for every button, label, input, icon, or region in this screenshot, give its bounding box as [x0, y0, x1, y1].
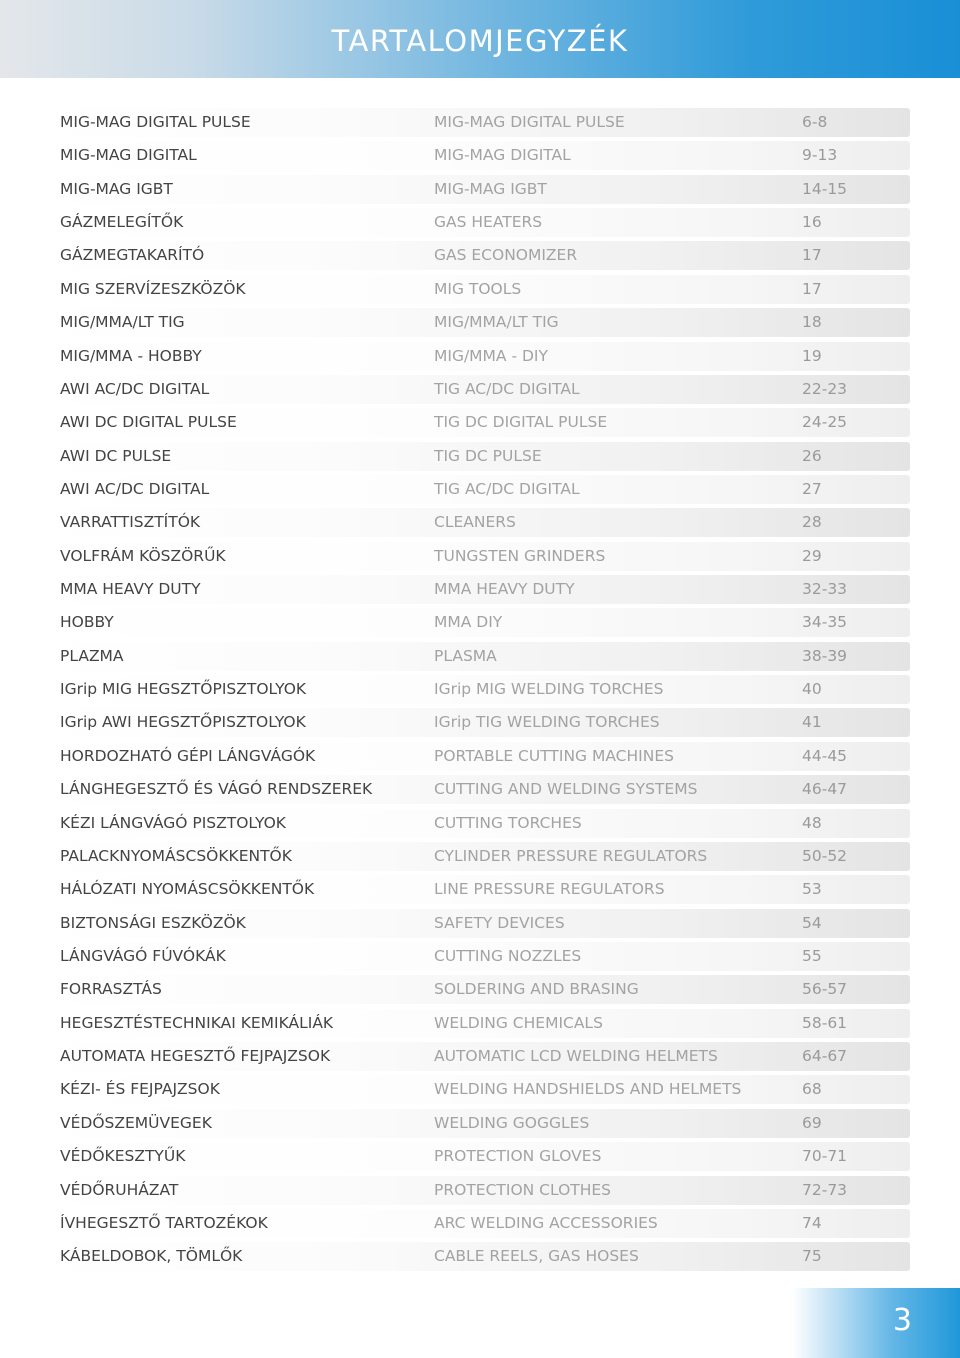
toc-title-english: CUTTING AND WELDING SYSTEMS [434, 780, 698, 799]
toc-title-hungarian: VÉDŐRUHÁZAT [60, 1180, 179, 1199]
toc-row [46, 840, 910, 873]
toc-row [46, 706, 910, 739]
page-number: 3 [892, 1303, 912, 1338]
toc-title-english: CUTTING NOZZLES [434, 946, 582, 965]
toc-title-english: MMA DIY [434, 613, 503, 632]
toc-title-hungarian: IGrip MIG HEGSZTŐPISZTOLYOK [60, 680, 307, 699]
toc-title-hungarian: PALACKNYOMÁSCSÖKKENTŐK [60, 846, 292, 865]
toc-title-hungarian: HÁLÓZATI NYOMÁSCSÖKKENTŐK [60, 880, 315, 899]
toc-page-range: 32-33 [802, 580, 848, 599]
toc-title-hungarian: HOBBY [60, 613, 114, 632]
toc-title-hungarian: BIZTONSÁGI ESZKÖZÖK [60, 913, 246, 932]
toc-row [46, 940, 910, 973]
toc-page-range: 17 [802, 246, 822, 265]
toc-title-hungarian: HORDOZHATÓ GÉPI LÁNGVÁGÓK [60, 746, 316, 765]
toc-row [46, 373, 910, 406]
toc-page-range: 44-45 [802, 746, 848, 765]
toc-title-hungarian: VÉDŐKESZTYŰK [60, 1147, 186, 1166]
toc-page-range: 22-23 [802, 379, 848, 398]
toc-row [46, 1140, 910, 1173]
toc-row [46, 640, 910, 673]
toc-title-english: PROTECTION GLOVES [434, 1147, 602, 1166]
toc-title-hungarian: HEGESZTÉSTECHNIKAI KEMIKÁLIÁK [60, 1013, 334, 1032]
toc-page-range: 74 [802, 1213, 822, 1232]
toc-row [46, 807, 910, 840]
toc-title-hungarian: KÁBELDOBOK, TÖMLŐK [60, 1247, 243, 1266]
toc-row [46, 106, 910, 139]
toc-row [46, 907, 910, 940]
toc-title-hungarian: MMA HEAVY DUTY [60, 580, 201, 599]
toc-page-range: 27 [802, 479, 822, 498]
toc-title-english: TUNGSTEN GRINDERS [434, 546, 606, 565]
toc-page-range: 48 [802, 813, 822, 832]
header-banner [0, 0, 960, 78]
toc-title-english: WELDING GOGGLES [434, 1113, 590, 1132]
toc-title-hungarian: GÁZMELEGÍTŐK [60, 213, 184, 232]
toc-title-hungarian: IGrip AWI HEGSZTŐPISZTOLYOK [60, 713, 306, 732]
toc-row [46, 440, 910, 473]
toc-row [46, 1007, 910, 1040]
toc-title-english: CYLINDER PRESSURE REGULATORS [434, 846, 708, 865]
toc-page-range: 53 [802, 880, 822, 899]
toc-row [46, 173, 910, 206]
toc-page-range: 24-25 [802, 413, 848, 432]
toc-title-hungarian: KÉZI LÁNGVÁGÓ PISZTOLYOK [60, 813, 286, 832]
toc-row [46, 573, 910, 606]
toc-title-english: LINE PRESSURE REGULATORS [434, 880, 665, 899]
toc-title-english: TIG DC PULSE [434, 446, 542, 465]
toc-title-hungarian: ÍVHEGESZTŐ TARTOZÉKOK [60, 1213, 268, 1232]
toc-title-hungarian: GÁZMEGTAKARÍTÓ [60, 246, 205, 265]
toc-page-range: 72-73 [802, 1180, 848, 1199]
toc-title-english: CUTTING TORCHES [434, 813, 582, 832]
toc-page-range: 64-67 [802, 1047, 848, 1066]
toc-title-hungarian: MIG-MAG DIGITAL [60, 146, 197, 165]
toc-page-range: 70-71 [802, 1147, 848, 1166]
table-of-contents [46, 106, 910, 1274]
toc-title-hungarian: AWI AC/DC DIGITAL [60, 379, 210, 398]
toc-title-english: SOLDERING AND BRASING [434, 980, 639, 999]
toc-row [46, 273, 910, 306]
toc-row [46, 673, 910, 706]
toc-title-english: GAS HEATERS [434, 213, 543, 232]
toc-title-english: CLEANERS [434, 513, 516, 532]
toc-page-range: 9-13 [802, 146, 838, 165]
toc-title-hungarian: KÉZI- ÉS FEJPAJZSOK [60, 1080, 220, 1099]
toc-title-english: MMA HEAVY DUTY [434, 580, 575, 599]
toc-row [46, 239, 910, 272]
toc-title-english: SAFETY DEVICES [434, 913, 565, 932]
toc-row [46, 1174, 910, 1207]
toc-row [46, 606, 910, 639]
toc-page-range: 28 [802, 513, 822, 532]
toc-page-range: 55 [802, 946, 822, 965]
toc-title-hungarian: LÁNGHEGESZTŐ ÉS VÁGÓ RENDSZEREK [60, 780, 373, 799]
toc-page-range: 41 [802, 713, 822, 732]
toc-title-hungarian: AUTOMATA HEGESZTŐ FEJPAJZSOK [60, 1047, 331, 1066]
toc-title-english: MIG/MMA/LT TIG [434, 313, 559, 332]
toc-title-hungarian: MIG/MMA/LT TIG [60, 313, 185, 332]
toc-row [46, 1040, 910, 1073]
toc-row [46, 406, 910, 439]
toc-row [46, 973, 910, 1006]
toc-title-hungarian: MIG/MMA - HOBBY [60, 346, 202, 365]
toc-page-range: 40 [802, 680, 822, 699]
toc-page-range: 69 [802, 1113, 822, 1132]
toc-title-english: IGrip TIG WELDING TORCHES [434, 713, 660, 732]
toc-page-range: 17 [802, 279, 822, 298]
toc-title-english: TIG AC/DC DIGITAL [434, 479, 580, 498]
toc-row [46, 340, 910, 373]
toc-title-hungarian: FORRASZTÁS [60, 980, 162, 999]
toc-page-range: 26 [802, 446, 822, 465]
toc-row [46, 306, 910, 339]
toc-row [46, 740, 910, 773]
toc-title-english: AUTOMATIC LCD WELDING HELMETS [434, 1047, 718, 1066]
toc-page-range: 56-57 [802, 980, 848, 999]
toc-title-english: PLASMA [434, 646, 497, 665]
toc-title-english: MIG-MAG IGBT [434, 179, 547, 198]
toc-row [46, 1240, 910, 1273]
toc-title-hungarian: MIG-MAG IGBT [60, 179, 173, 198]
toc-title-english: PORTABLE CUTTING MACHINES [434, 746, 674, 765]
toc-title-english: GAS ECONOMIZER [434, 246, 578, 265]
toc-title-english: ARC WELDING ACCESSORIES [434, 1213, 658, 1232]
toc-page-range: 38-39 [802, 646, 848, 665]
toc-row [46, 139, 910, 172]
toc-title-hungarian: MIG-MAG DIGITAL PULSE [60, 113, 251, 131]
toc-page-range: 14-15 [802, 179, 848, 198]
toc-title-hungarian: PLAZMA [60, 646, 124, 665]
toc-title-english: MIG-MAG DIGITAL [434, 146, 571, 165]
toc-title-english: MIG-MAG DIGITAL PULSE [434, 113, 625, 131]
toc-title-hungarian: AWI DC DIGITAL PULSE [60, 413, 237, 432]
page-number-tab [792, 1288, 960, 1358]
toc-page-range: 46-47 [802, 780, 848, 799]
toc-title-hungarian: VARRATTISZTÍTÓK [60, 513, 201, 532]
toc-title-hungarian: VOLFRÁM KÖSZÖRŰK [60, 546, 226, 565]
toc-title-english: MIG TOOLS [434, 279, 522, 298]
toc-page-range: 34-35 [802, 613, 848, 632]
toc-row [46, 873, 910, 906]
toc-row [46, 1107, 910, 1140]
toc-title-english: WELDING CHEMICALS [434, 1013, 603, 1032]
toc-row [46, 773, 910, 806]
toc-title-english: CABLE REELS, GAS HOSES [434, 1247, 639, 1266]
page-title: TARTALOMJEGYZÉK [331, 24, 629, 58]
toc-page-range: 58-61 [802, 1013, 848, 1032]
toc-page-range: 18 [802, 313, 822, 332]
toc-page-range: 16 [802, 213, 822, 232]
toc-page-range: 6-8 [802, 113, 828, 131]
toc-page-range: 50-52 [802, 846, 848, 865]
toc-title-hungarian: AWI AC/DC DIGITAL [60, 479, 210, 498]
toc-page-range: 29 [802, 546, 822, 565]
toc-row [46, 540, 910, 573]
toc-title-english: TIG AC/DC DIGITAL [434, 379, 580, 398]
toc-row [46, 1073, 910, 1106]
toc-title-english: WELDING HANDSHIELDS AND HELMETS [434, 1080, 742, 1099]
toc-row [46, 1207, 910, 1240]
toc-row [46, 506, 910, 539]
toc-title-hungarian: VÉDŐSZEMÜVEGEK [60, 1113, 212, 1132]
toc-title-hungarian: MIG SZERVÍZESZKÖZÖK [60, 279, 246, 298]
toc-title-english: MIG/MMA - DIY [434, 346, 548, 365]
toc-title-english: IGrip MIG WELDING TORCHES [434, 680, 664, 699]
toc-row [46, 473, 910, 506]
toc-page-range: 75 [802, 1247, 822, 1266]
toc-page-range: 54 [802, 913, 822, 932]
toc-title-english: TIG DC DIGITAL PULSE [434, 413, 608, 432]
toc-row [46, 206, 910, 239]
toc-page-range: 19 [802, 346, 822, 365]
toc-page-range: 68 [802, 1080, 822, 1099]
toc-title-hungarian: AWI DC PULSE [60, 446, 172, 465]
toc-title-hungarian: LÁNGVÁGÓ FÚVÓKÁK [60, 946, 226, 965]
toc-title-english: PROTECTION CLOTHES [434, 1180, 612, 1199]
